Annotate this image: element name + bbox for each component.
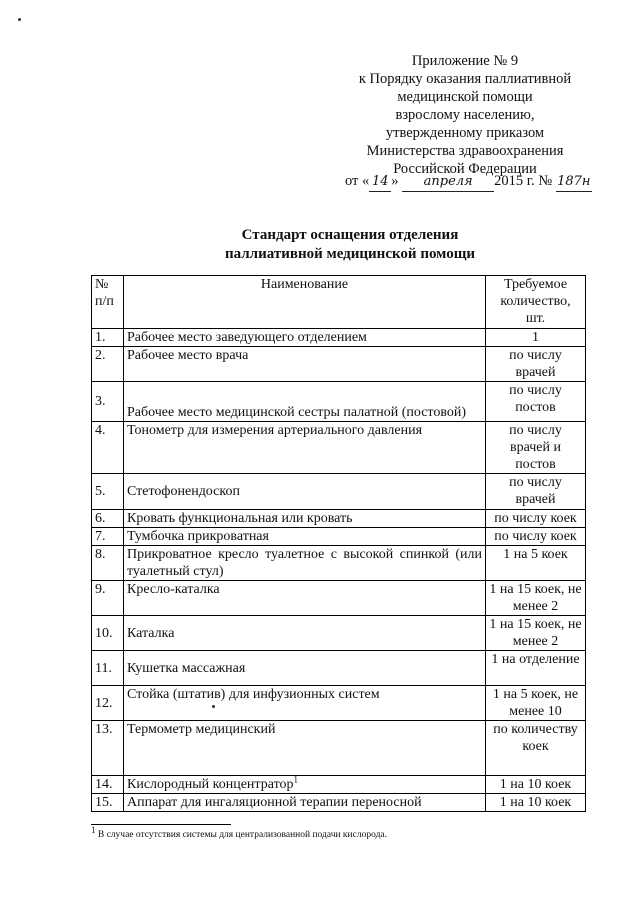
row-num: 5.	[92, 474, 124, 510]
table-row	[92, 651, 586, 686]
footnote-mark: 1	[91, 824, 96, 835]
table-row	[92, 546, 586, 581]
row-qty: по количеству коек	[486, 721, 586, 776]
attachment-line: утвержденному приказом	[385, 125, 545, 141]
row-num: 15.	[92, 794, 124, 812]
row-qty: 1	[486, 329, 586, 347]
row-name: Аппарат для ингаляционной терапии переносной	[124, 794, 486, 812]
row-name: Кровать функциональная или кровать	[124, 510, 486, 528]
row-num: 12.	[92, 686, 124, 721]
row-num: 8.	[92, 546, 124, 581]
row-name: Каталка	[124, 616, 486, 651]
table-row	[92, 581, 586, 616]
row-num: 9.	[92, 581, 124, 616]
row-qty: 1 на 10 коек	[486, 776, 586, 794]
header-qty: Требуемое количество, шт.	[486, 276, 586, 329]
row-qty: по числу коек	[486, 528, 586, 546]
table-row	[92, 528, 586, 546]
row-num: 1.	[92, 329, 124, 347]
row-qty: по числу врачей	[486, 474, 586, 510]
row-name: Кушетка массажная	[124, 651, 486, 686]
row-qty: 1 на отделение	[486, 651, 586, 686]
row-num: 4.	[92, 422, 124, 474]
attachment-line: Приложение № 9	[411, 53, 519, 69]
row-qty: 1 на 5 коек, не менее 10	[486, 686, 586, 721]
scan-speck	[18, 18, 21, 21]
table-row	[92, 721, 586, 776]
table-header-row	[92, 276, 586, 329]
row-name: Рабочее место заведующего отделением	[124, 329, 486, 347]
row-name: Тонометр для измерения артериального давления	[124, 422, 486, 474]
document-title	[130, 226, 570, 264]
attachment-line: Министерства здравоохранения	[366, 143, 564, 159]
order-date-line	[345, 172, 605, 192]
row-name-text: Кислородный концентратор	[127, 777, 294, 792]
row-name: Прикроватное кресло туалетное с высокой спинкой (или туалетный стул)	[124, 546, 486, 581]
table-row	[92, 510, 586, 528]
row-qty: 1 на 15 коек, не менее 2	[486, 581, 586, 616]
table-row	[92, 616, 586, 651]
date-prefix: от «	[345, 173, 370, 189]
attachment-line: взрослому населению,	[395, 107, 535, 123]
row-qty: 1 на 10 коек	[486, 794, 586, 812]
row-name: Рабочее место врача	[124, 347, 486, 382]
row-num: 11.	[92, 651, 124, 686]
row-qty: 1 на 15 коек, не менее 2	[486, 616, 586, 651]
row-num: 10.	[92, 616, 124, 651]
table-row	[92, 474, 586, 510]
equipment-table	[91, 275, 586, 812]
order-number: 187н	[556, 173, 592, 192]
footnote-ref: 1	[293, 774, 298, 785]
attachment-line: к Порядку оказания паллиативной	[358, 71, 572, 87]
attachment-header	[330, 52, 600, 178]
row-num: 7.	[92, 528, 124, 546]
row-qty: по числу постов	[486, 382, 586, 422]
title-line-2: паллиативной медицинской помощи	[224, 246, 476, 262]
date-mid: »	[391, 173, 399, 189]
table-row	[92, 329, 586, 347]
row-name: Стойка (штатив) для инфузионных систем	[124, 686, 486, 721]
row-name: Стетофонендоскоп	[124, 474, 486, 510]
order-month: апреля	[402, 173, 494, 192]
row-name	[124, 776, 486, 794]
footnote-divider	[91, 824, 231, 825]
row-qty: 1 на 5 коек	[486, 546, 586, 581]
footnote-text: В случае отсутствия системы для централизованной подачи кислорода.	[97, 830, 387, 840]
row-qty: по числу врачей	[486, 347, 586, 382]
header-name: Наименование	[124, 276, 486, 329]
footnote	[91, 824, 611, 841]
attachment-line: Российской Федерации	[393, 161, 537, 177]
table-row	[92, 686, 586, 721]
row-name: Тумбочка прикроватная	[124, 528, 486, 546]
table-row	[92, 776, 586, 794]
row-num: 13.	[92, 721, 124, 776]
scan-speck	[212, 705, 215, 708]
row-name: Рабочее место медицинской сестры палатной (постовой)	[124, 382, 486, 422]
order-day: 14	[369, 173, 391, 192]
order-year: 2015 г. №	[494, 173, 553, 189]
row-qty: по числу коек	[486, 510, 586, 528]
row-name: Кресло-каталка	[124, 581, 486, 616]
row-num: 2.	[92, 347, 124, 382]
row-num: 3.	[92, 382, 124, 422]
row-name: Термометр медицинский	[124, 721, 486, 776]
title-line-1: Стандарт оснащения отделения	[241, 227, 459, 243]
header-num: № п/п	[92, 276, 124, 329]
row-qty: по числу врачей и постов	[486, 422, 586, 474]
row-num: 14.	[92, 776, 124, 794]
table-row	[92, 422, 586, 474]
row-num: 6.	[92, 510, 124, 528]
attachment-line: медицинской помощи	[397, 89, 533, 105]
table-row	[92, 382, 586, 422]
table-row	[92, 347, 586, 382]
table-row	[92, 794, 586, 812]
